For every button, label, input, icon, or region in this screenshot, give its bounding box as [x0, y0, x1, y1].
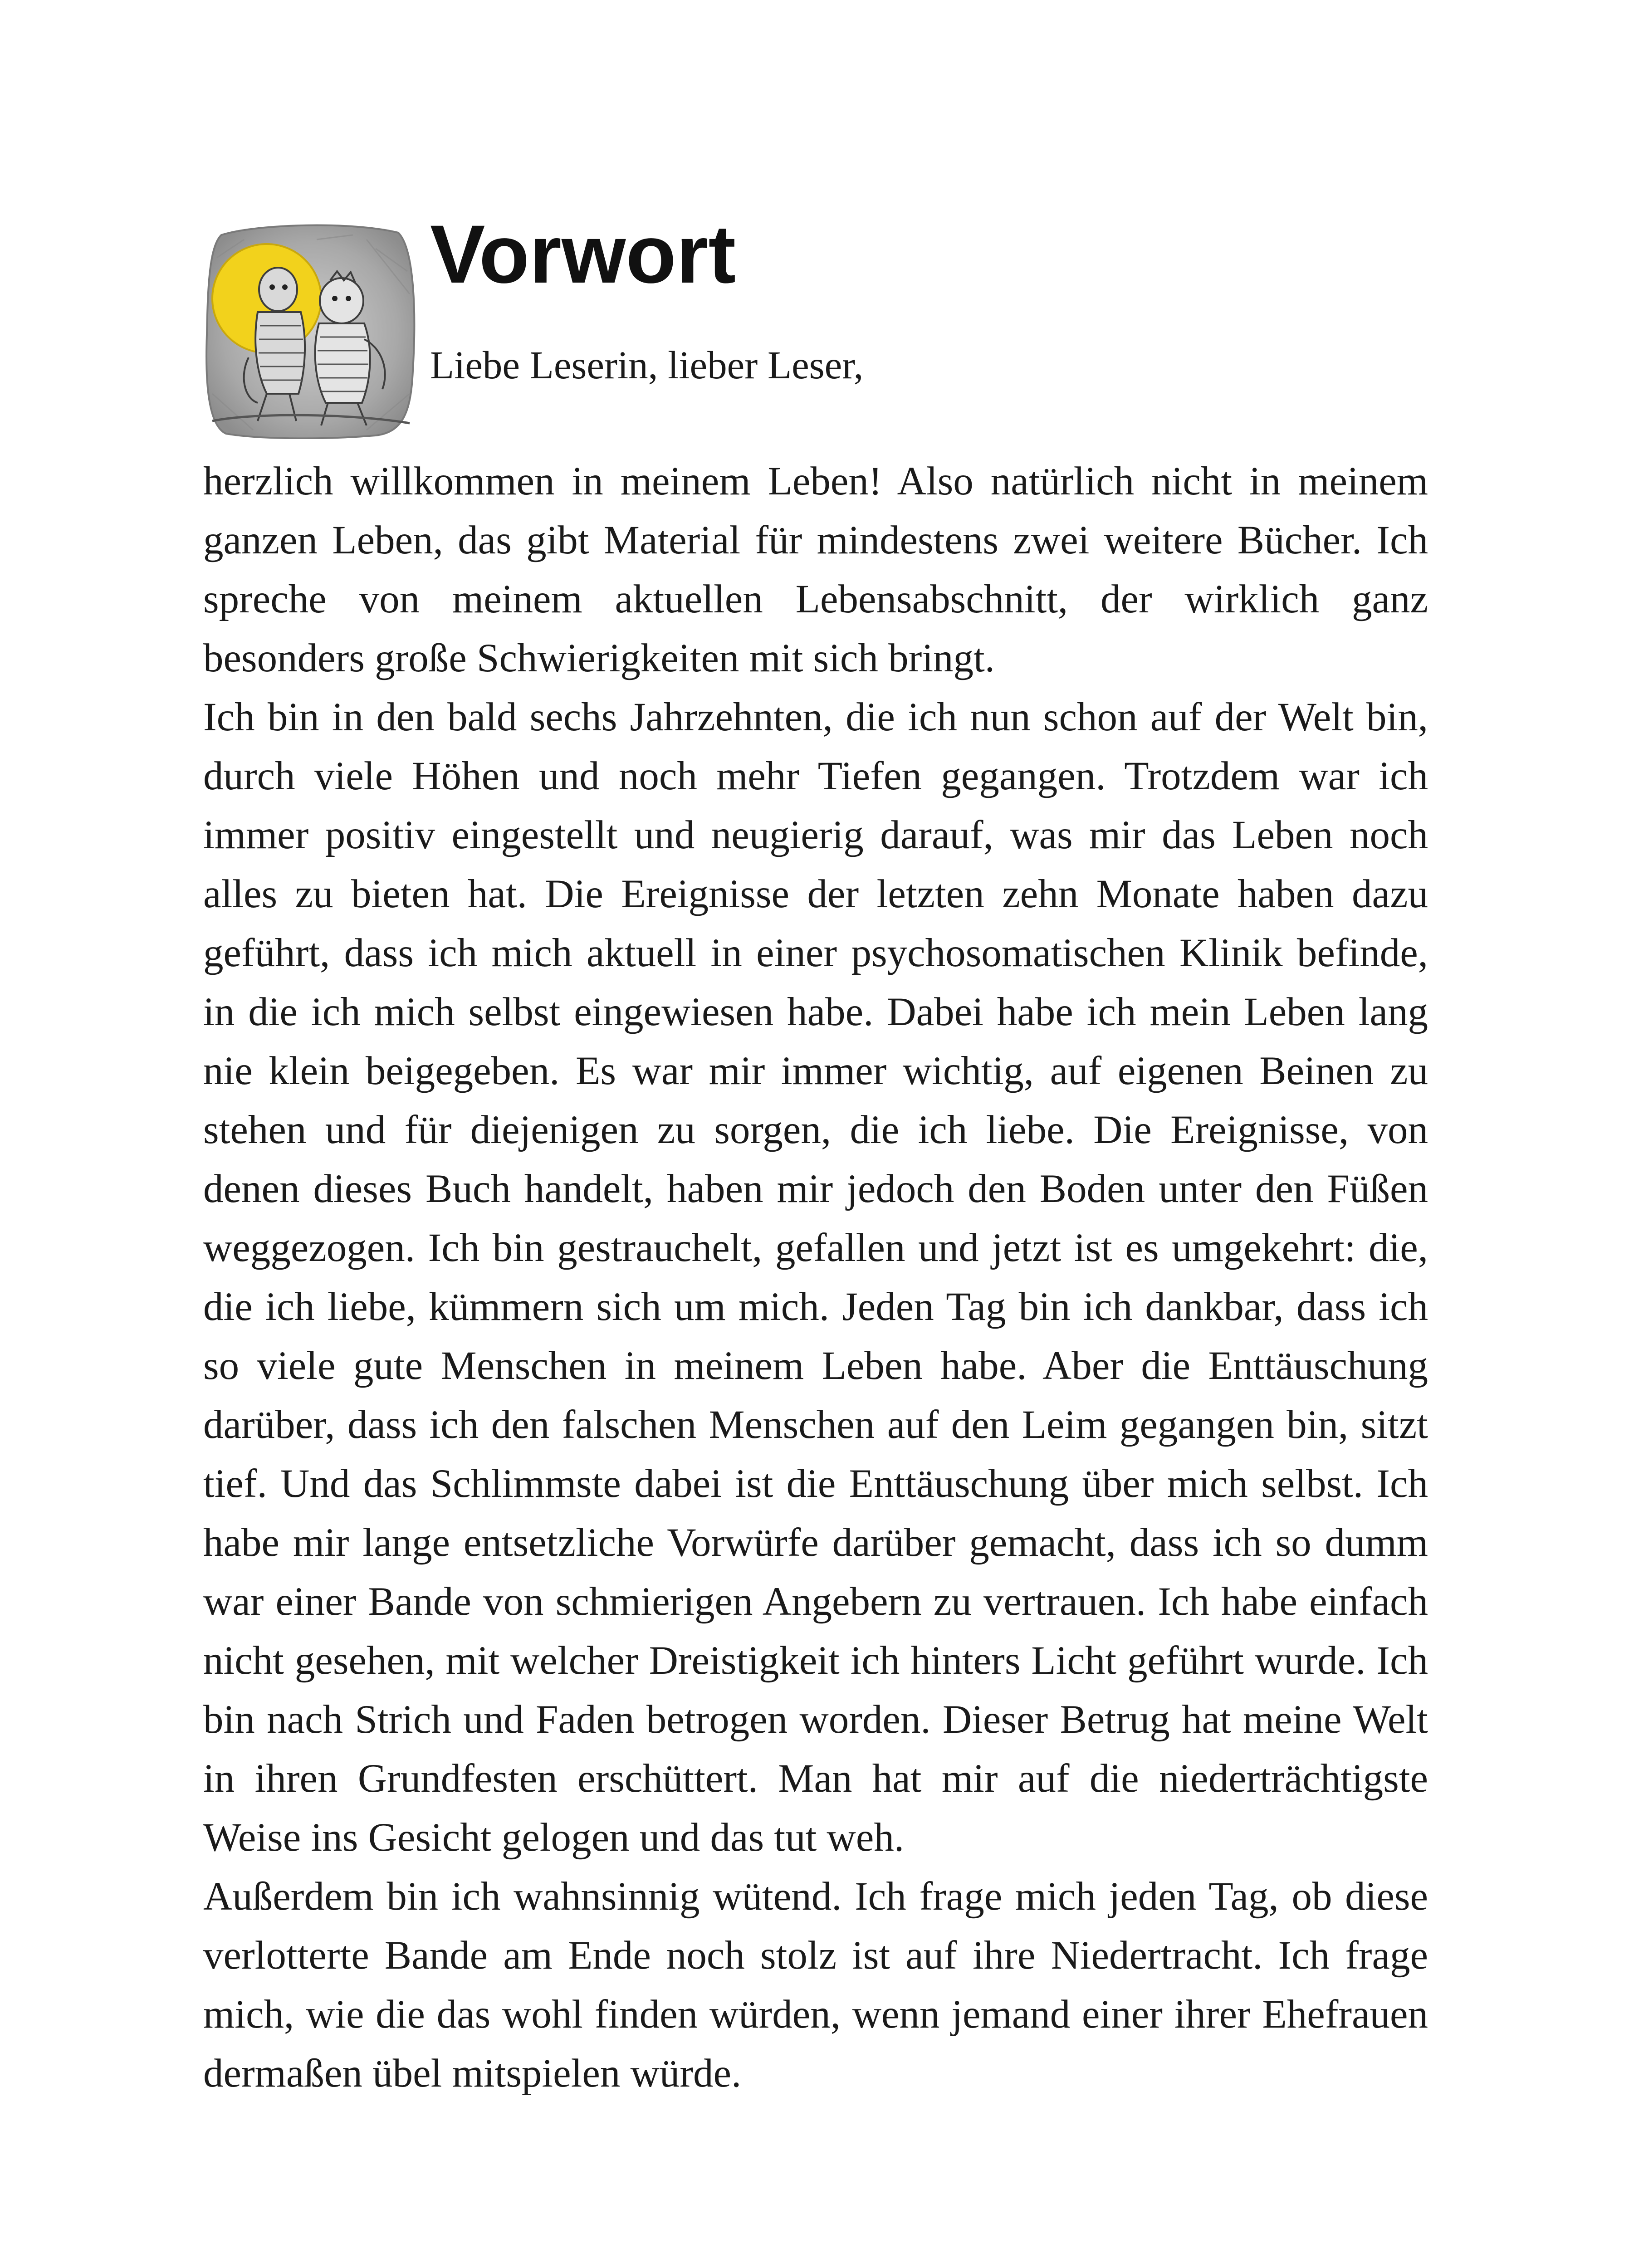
- page-title: Vorwort: [430, 208, 736, 300]
- paragraph: Außerdem bin ich wahnsinnig wütend. Ich frage mich jeden Tag, ob diese verlotterte Bande am Ende noch stolz ist auf ihre Niedertracht. Ich frage mich, wie die das wohl finden würden, wenn jemand einer ihrer Ehefrauen dermaßen übel mitspielen würde.: [203, 1874, 1428, 2096]
- body-text: [203, 452, 1428, 2103]
- paragraph: herzlich willkommen in meinem Leben! Also natürlich nicht in meinem ganzen Leben, das gibt Material für mindestens zwei weitere Bücher. Ich spreche von meinem aktuellen Lebensabschnitt, der wirklich ganz besonders große Schwierigkeiten mit sich bringt.: [203, 459, 1428, 680]
- chapter-illustration: [203, 221, 416, 439]
- moon-figures-illustration: [203, 221, 416, 439]
- paragraph: Ich bin in den bald sechs Jahrzehnten, die ich nun schon auf der Welt bin, durch viele Höhen und noch mehr Tiefen gegangen. Trotzdem war ich immer positiv eingestellt und neugierig darauf, was mir das Leben noch alles zu bieten hat. Die Ereignisse der letzten zehn Monate haben dazu geführt, dass ich mich aktuell in einer psychosomatischen Klinik befinde, in die ich mich selbst eingewiesen habe. Dabei habe ich mein Leben lang nie klein beigegeben. Es war mir immer wichtig, auf eigenen Beinen zu stehen und für diejenigen zu sorgen, die ich liebe. Die Ereignisse, von denen dieses Buch handelt, haben mir jedoch den Boden unter den Füßen weggezogen. Ich bin gestrauchelt, gefallen und jetzt ist es umgekehrt: die, die ich liebe, kümmern sich um mich. Jeden Tag bin ich dankbar, dass ich so viele gute Menschen in meinem Leben habe. Aber die Enttäuschung darüber, dass ich den falschen Menschen auf den Leim gegangen bin, sitzt tief. Und das Schlimmste dabei ist die Enttäuschung über mich selbst. Ich habe mir lange entsetzliche Vorwürfe darüber gemacht, dass ich so dumm war einer Bande von schmierigen Angebern zu vertrauen. Ich habe einfach nicht gesehen, mit welcher Dreistigkeit ich hinters Licht geführt wurde. Ich bin nach Strich und Faden betrogen worden. Dieser Betrug hat meine Welt in ihren Grundfesten erschüttert. Man hat mir auf die niederträchtigste Weise ins Gesicht gelogen und das tut weh.: [203, 695, 1428, 1860]
- salutation: Liebe Leserin, lieber Leser,: [430, 343, 864, 387]
